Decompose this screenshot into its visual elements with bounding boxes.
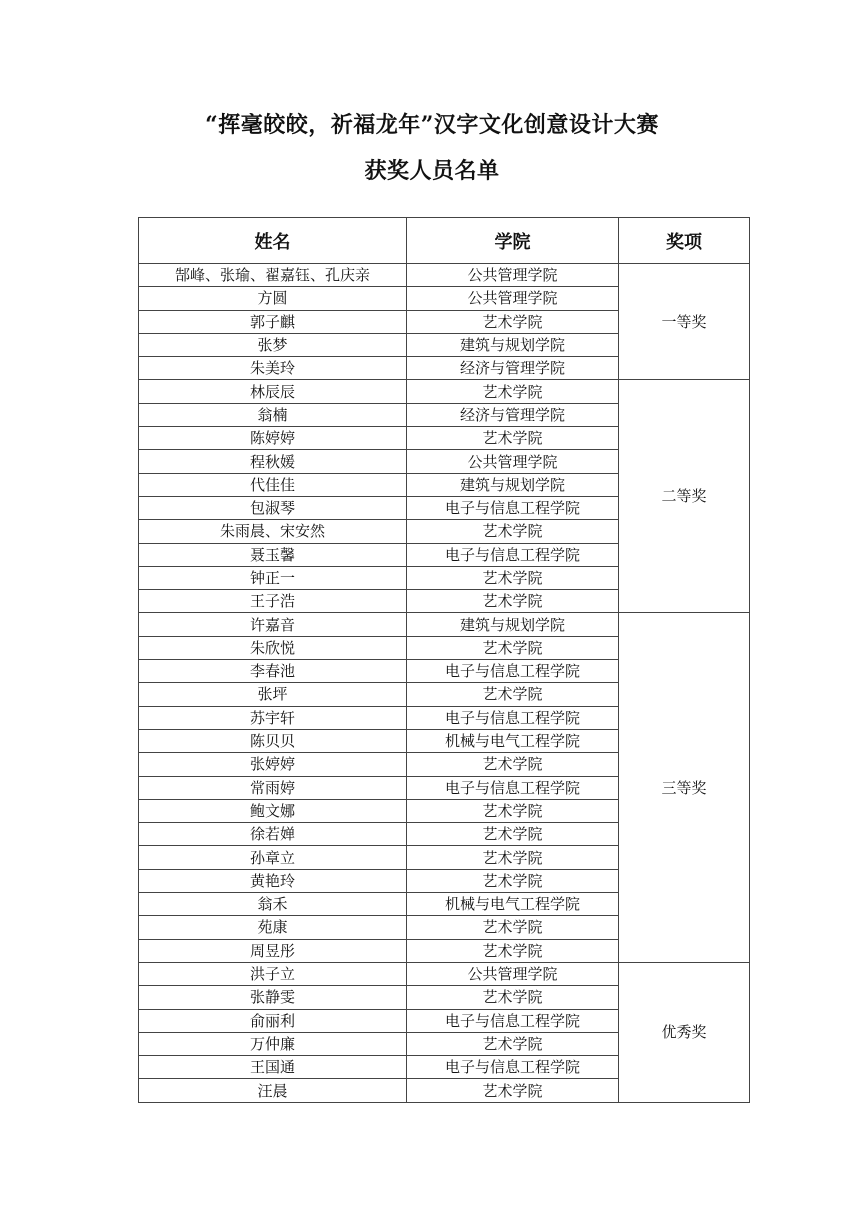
winner-college: 艺术学院 xyxy=(407,939,619,962)
winner-name: 张婷婷 xyxy=(139,753,407,776)
award-winners-table xyxy=(138,217,750,1103)
winner-name: 朱欣悦 xyxy=(139,636,407,659)
winner-college: 艺术学院 xyxy=(407,636,619,659)
award-level: 优秀奖 xyxy=(619,962,750,1102)
winner-college: 艺术学院 xyxy=(407,986,619,1009)
winner-name: 洪子立 xyxy=(139,962,407,985)
winner-college: 经济与管理学院 xyxy=(407,403,619,426)
winner-name: 周昱彤 xyxy=(139,939,407,962)
table-header-row xyxy=(139,218,750,264)
winner-college: 经济与管理学院 xyxy=(407,357,619,380)
winner-name: 张坪 xyxy=(139,683,407,706)
table-row xyxy=(139,613,750,636)
winner-name: 林辰辰 xyxy=(139,380,407,403)
winner-name: 常雨婷 xyxy=(139,776,407,799)
winner-name: 苑康 xyxy=(139,916,407,939)
winner-college: 建筑与规划学院 xyxy=(407,473,619,496)
winner-college: 电子与信息工程学院 xyxy=(407,776,619,799)
winner-college: 机械与电气工程学院 xyxy=(407,893,619,916)
table-row xyxy=(139,264,750,287)
winner-name: 王国通 xyxy=(139,1056,407,1079)
header-name: 姓名 xyxy=(139,218,407,264)
table-row xyxy=(139,962,750,985)
winner-college: 电子与信息工程学院 xyxy=(407,543,619,566)
document-subtitle: 获奖人员名单 xyxy=(364,158,500,184)
winner-college: 艺术学院 xyxy=(407,753,619,776)
winner-name: 苏宇轩 xyxy=(139,706,407,729)
winner-college: 机械与电气工程学院 xyxy=(407,729,619,752)
winner-college: 建筑与规划学院 xyxy=(407,333,619,356)
winner-name: 包淑琴 xyxy=(139,496,407,519)
winner-name: 朱美玲 xyxy=(139,357,407,380)
winner-name: 孙章立 xyxy=(139,846,407,869)
winner-name: 方圆 xyxy=(139,287,407,310)
document-title: “挥毫皎皎，祈福龙年”汉字文化创意设计大赛 xyxy=(205,112,659,138)
winner-college: 艺术学院 xyxy=(407,590,619,613)
winner-college: 艺术学院 xyxy=(407,869,619,892)
winner-college: 艺术学院 xyxy=(407,683,619,706)
winner-name: 黄艳玲 xyxy=(139,869,407,892)
award-level: 二等奖 xyxy=(619,380,750,613)
winner-college: 艺术学院 xyxy=(407,380,619,403)
winner-college: 电子与信息工程学院 xyxy=(407,660,619,683)
winner-name: 郭子麒 xyxy=(139,310,407,333)
winner-college: 电子与信息工程学院 xyxy=(407,706,619,729)
winner-college: 艺术学院 xyxy=(407,846,619,869)
winner-name: 翁禾 xyxy=(139,893,407,916)
winner-name: 李春池 xyxy=(139,660,407,683)
winner-name: 翁楠 xyxy=(139,403,407,426)
winner-college: 艺术学院 xyxy=(407,823,619,846)
table-row xyxy=(139,380,750,403)
winner-name: 许嘉音 xyxy=(139,613,407,636)
winner-college: 公共管理学院 xyxy=(407,450,619,473)
winner-name: 钟正一 xyxy=(139,566,407,589)
winner-name: 张梦 xyxy=(139,333,407,356)
winner-college: 艺术学院 xyxy=(407,799,619,822)
winner-name: 陈贝贝 xyxy=(139,729,407,752)
winner-college: 公共管理学院 xyxy=(407,264,619,287)
winner-college: 电子与信息工程学院 xyxy=(407,1056,619,1079)
award-level: 一等奖 xyxy=(619,264,750,380)
table-body xyxy=(139,264,750,1103)
winner-name: 聂玉馨 xyxy=(139,543,407,566)
winner-name: 万仲廉 xyxy=(139,1032,407,1055)
winner-name: 汪晨 xyxy=(139,1079,407,1102)
winner-name: 王子浩 xyxy=(139,590,407,613)
winner-name: 张静雯 xyxy=(139,986,407,1009)
winner-college: 艺术学院 xyxy=(407,427,619,450)
winner-college: 电子与信息工程学院 xyxy=(407,496,619,519)
winner-name: 徐若婵 xyxy=(139,823,407,846)
winner-college: 公共管理学院 xyxy=(407,962,619,985)
winner-college: 艺术学院 xyxy=(407,310,619,333)
winner-college: 艺术学院 xyxy=(407,1032,619,1055)
winner-name: 俞丽利 xyxy=(139,1009,407,1032)
winner-college: 公共管理学院 xyxy=(407,287,619,310)
winner-college: 艺术学院 xyxy=(407,566,619,589)
winner-college: 艺术学院 xyxy=(407,916,619,939)
winner-college: 艺术学院 xyxy=(407,520,619,543)
winner-name: 朱雨晨、宋安然 xyxy=(139,520,407,543)
winner-name: 陈婷婷 xyxy=(139,427,407,450)
winner-college: 电子与信息工程学院 xyxy=(407,1009,619,1032)
winner-name: 郜峰、张瑜、翟嘉钰、孔庆亲 xyxy=(139,264,407,287)
award-level: 三等奖 xyxy=(619,613,750,962)
winner-name: 程秋媛 xyxy=(139,450,407,473)
winner-name: 代佳佳 xyxy=(139,473,407,496)
winner-name: 鲍文娜 xyxy=(139,799,407,822)
winner-college: 艺术学院 xyxy=(407,1079,619,1102)
header-award: 奖项 xyxy=(619,218,750,264)
header-college: 学院 xyxy=(407,218,619,264)
winner-college: 建筑与规划学院 xyxy=(407,613,619,636)
